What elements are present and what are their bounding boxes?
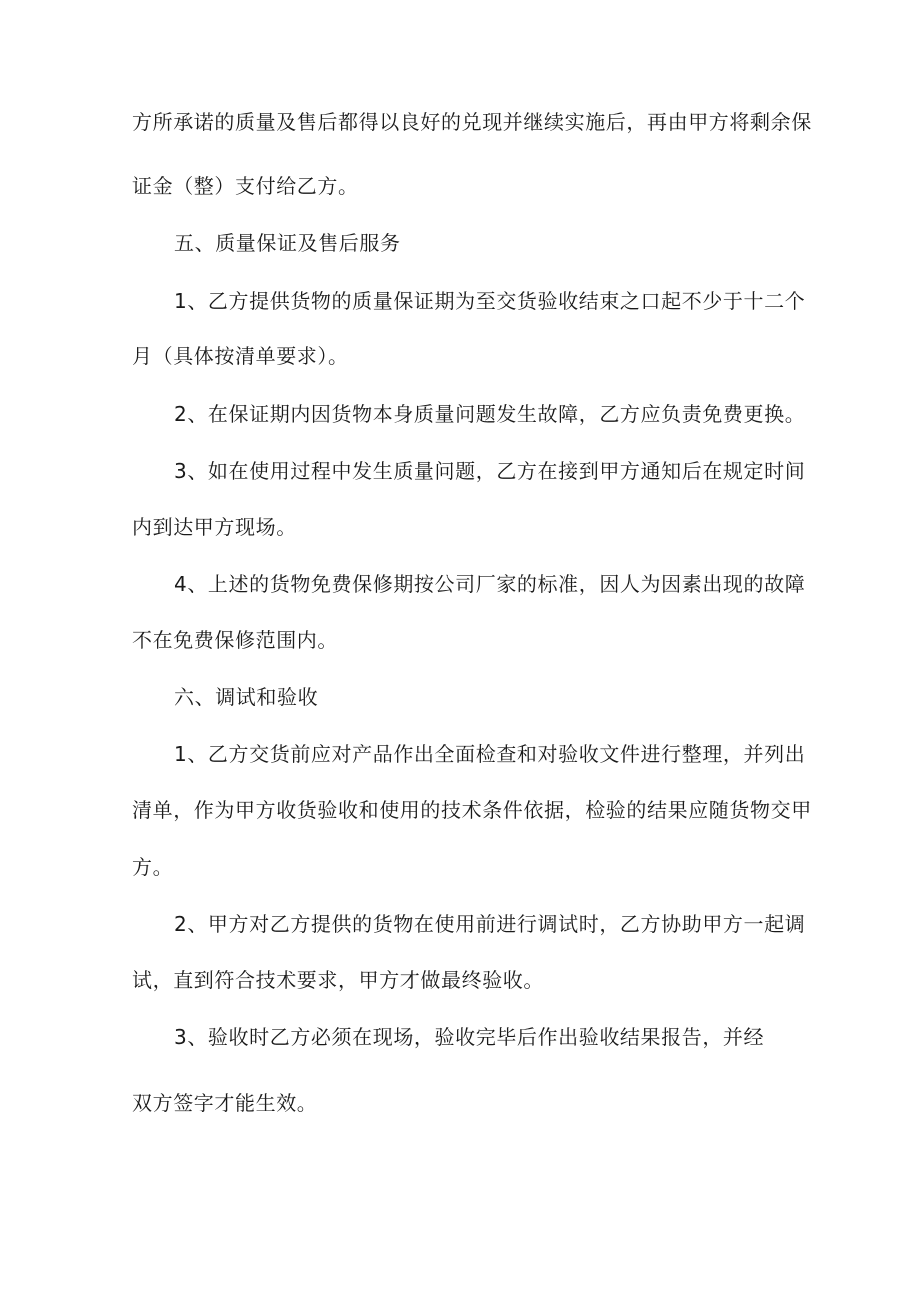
section-heading: 六、调试和验收 — [174, 685, 319, 709]
text-line: 方。 — [132, 855, 174, 879]
text-line: 2、在保证期内因货物本身质量问题发生故障，乙方应负责免费更换。 — [174, 402, 806, 426]
text-line: 内到达甲方现场。 — [132, 515, 297, 539]
text-line: 1、乙方交货前应对产品作出全面检查和对验收文件进行整理，并列出 — [174, 742, 806, 766]
text-line: 3、如在使用过程中发生质量问题，乙方在接到甲方通知后在规定时间 — [174, 459, 806, 483]
text-line: 清单，作为甲方收货验收和使用的技术条件依据，检验的结果应随货物交甲 — [132, 798, 812, 822]
text-line: 3、验收时乙方必须在现场，验收完毕后作出验收结果报告，并经 — [174, 1025, 765, 1049]
text-line: 月（具体按清单要求）。 — [132, 344, 349, 368]
text-line: 1、乙方提供货物的质量保证期为至交货验收结束之口起不少于十二个 — [174, 289, 806, 313]
text-line: 不在免费保修范围内。 — [132, 628, 338, 652]
text-line: 双方签字才能生效。 — [132, 1091, 318, 1115]
section-heading: 五、质量保证及售后服务 — [174, 231, 401, 255]
text-line: 方所承诺的质量及售后都得以良好的兑现并继续实施后，再由甲方将剩余保 — [132, 110, 812, 134]
text-line: 2、甲方对乙方提供的货物在使用前进行调试时，乙方协助甲方一起调 — [174, 912, 806, 936]
text-line: 证金（整）支付给乙方。 — [132, 174, 359, 198]
text-line: 试，直到符合技术要求，甲方才做最终验收。 — [132, 968, 544, 992]
text-line: 4、上述的货物免费保修期按公司厂家的标准，因人为因素出现的故障 — [174, 572, 806, 596]
